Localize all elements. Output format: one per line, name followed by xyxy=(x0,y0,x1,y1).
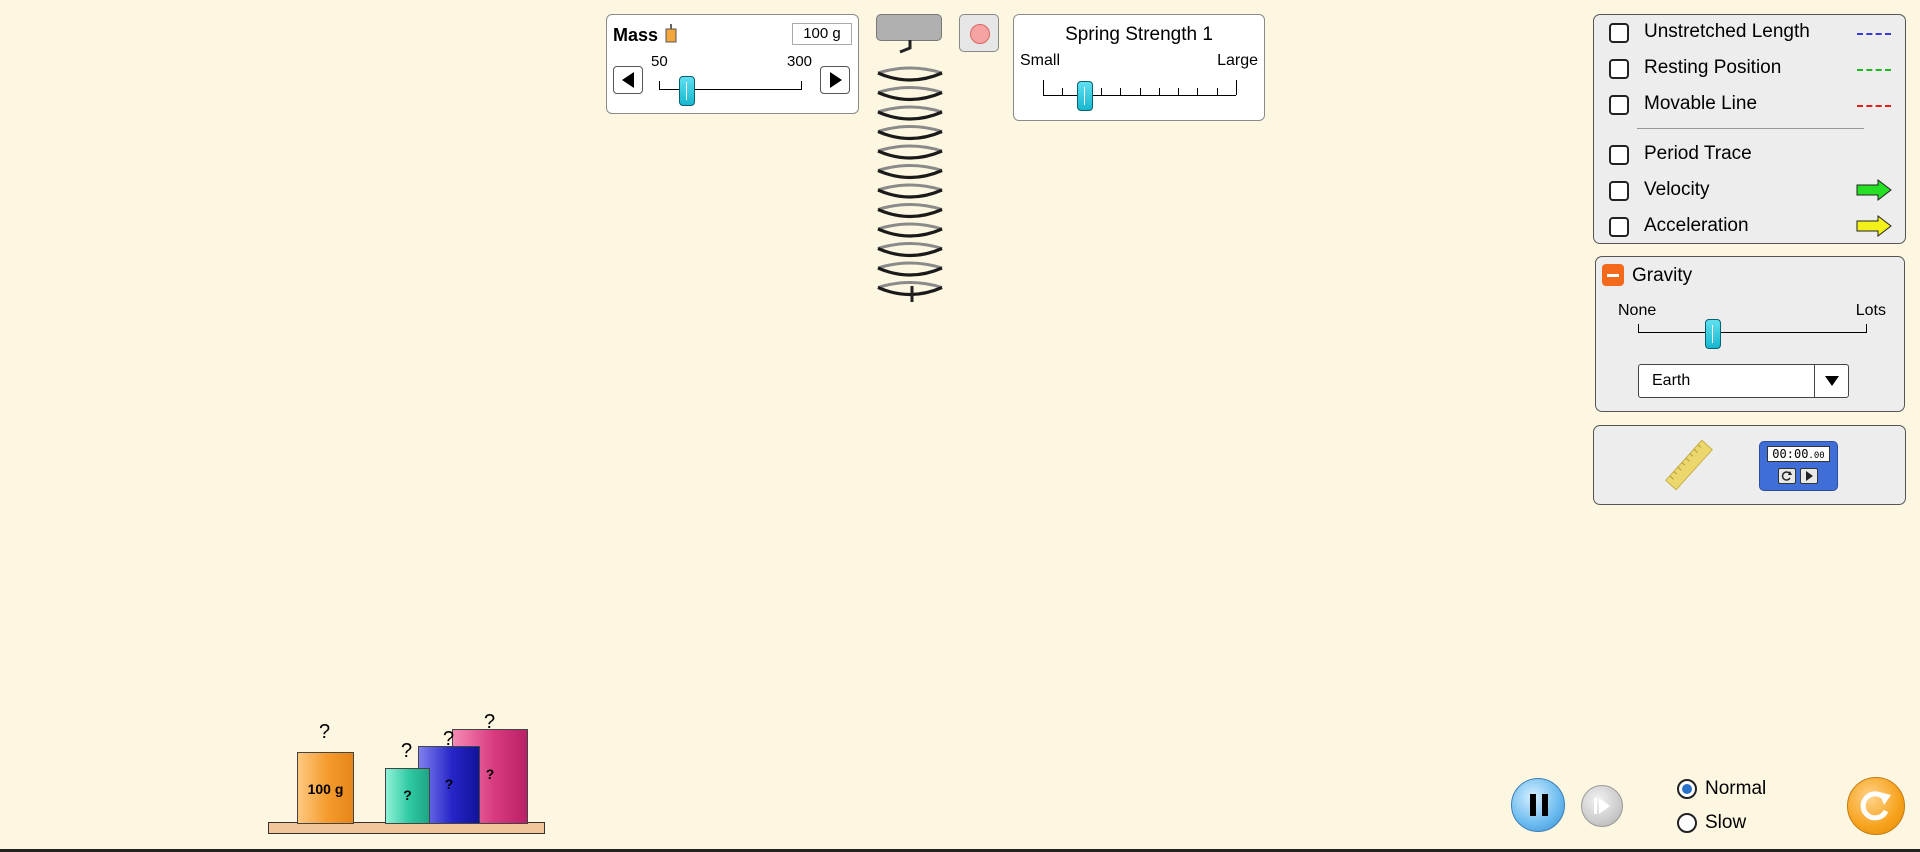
speed-slow-label: Slow xyxy=(1705,812,1747,833)
velocity-label: Velocity xyxy=(1644,179,1710,200)
stop-icon xyxy=(970,24,990,44)
weight-100g[interactable] xyxy=(297,721,354,824)
spring-coil-back xyxy=(878,263,942,268)
stopwatch-reset-button[interactable] xyxy=(1778,468,1796,484)
spring-slider-ticks xyxy=(1043,80,1236,94)
spring-coil-back xyxy=(878,68,942,73)
spring-coil-back xyxy=(878,166,942,171)
spring xyxy=(870,40,950,310)
mass-decrement-button[interactable] xyxy=(613,66,643,94)
gravity-collapse-button[interactable] xyxy=(1602,264,1624,286)
unstretched-length-line-icon xyxy=(1857,33,1891,35)
spring-slider-tick xyxy=(1062,88,1063,95)
acceleration-label: Acceleration xyxy=(1644,215,1749,236)
resting-position-line-icon xyxy=(1857,69,1891,71)
spring-coil-back xyxy=(878,244,942,249)
weight-green-label: ? xyxy=(403,787,412,803)
spring-slider-tick xyxy=(1217,88,1218,95)
mass-increment-button[interactable] xyxy=(820,66,850,94)
spring-small-label: Small xyxy=(1020,52,1061,69)
gravity-lots-label: Lots xyxy=(1855,302,1886,319)
step-forward-icon xyxy=(1582,786,1622,826)
spring-strength-title: Spring Strength 1 xyxy=(1065,24,1213,45)
mass-slider-tick-left xyxy=(659,81,660,90)
resting-position-checkbox[interactable] xyxy=(1609,59,1629,79)
gravity-none-label: None xyxy=(1618,302,1657,319)
spring-slider-tick xyxy=(1236,80,1237,95)
mass-slider-thumb[interactable] xyxy=(679,76,695,106)
spring-coil-back xyxy=(878,283,942,288)
planet-selected-value: Earth xyxy=(1652,372,1691,389)
spring-coil-front xyxy=(878,268,942,275)
options-divider xyxy=(1637,128,1864,129)
gravity-slider-tick-right xyxy=(1866,324,1867,333)
left-arrow-icon xyxy=(614,67,642,93)
tools-panel xyxy=(1593,425,1906,505)
weight-unknown-green[interactable] xyxy=(385,740,430,824)
weight-hook-icon: ? xyxy=(401,740,413,762)
gravity-title: Gravity xyxy=(1632,265,1693,286)
spring-coil-front xyxy=(878,190,942,197)
spring-slider-tick xyxy=(1178,88,1179,95)
movable-line-label: Movable Line xyxy=(1644,93,1758,114)
pause-icon xyxy=(1530,794,1548,816)
spring-coil-back xyxy=(878,146,942,151)
spring-slider-tick xyxy=(1159,88,1160,95)
spring-slider-tick xyxy=(1197,88,1198,95)
unstretched-length-label: Unstretched Length xyxy=(1644,21,1810,42)
spring-slider-tick xyxy=(1140,88,1141,95)
weight-pink-label: ? xyxy=(485,766,495,782)
spring-slider-tick xyxy=(1120,88,1121,95)
spring-coil-front xyxy=(878,151,942,158)
mass-title: Mass xyxy=(613,25,659,45)
unstretched-length-checkbox[interactable] xyxy=(1609,23,1629,43)
speed-normal-label: Normal xyxy=(1705,778,1767,799)
spring-coil-front xyxy=(878,73,942,80)
spring-coil-front xyxy=(878,288,942,295)
period-trace-checkbox[interactable] xyxy=(1609,145,1629,165)
weight-100g-label: 100 g xyxy=(307,781,344,797)
stop-button[interactable] xyxy=(959,14,999,52)
options-panel xyxy=(1593,14,1906,244)
reset-icon xyxy=(1779,469,1795,483)
stopwatch-play-button[interactable] xyxy=(1800,468,1818,484)
minus-icon xyxy=(1607,274,1619,277)
reset-all-button[interactable] xyxy=(1847,777,1905,835)
spring-coil-back xyxy=(878,127,942,132)
movable-line-icon xyxy=(1857,105,1891,107)
speed-normal-radio[interactable] xyxy=(1677,779,1697,799)
mass-panel xyxy=(606,14,859,114)
acceleration-checkbox[interactable] xyxy=(1609,217,1629,237)
mass-weight-icon xyxy=(665,23,677,43)
stopwatch-time: 00:00 xyxy=(1772,447,1809,461)
radio-selected-dot xyxy=(1682,784,1692,794)
spring-coil-back xyxy=(878,224,942,229)
stopwatch-display xyxy=(1767,446,1830,462)
spring-coil-front xyxy=(878,132,942,139)
spring-coil-back xyxy=(878,205,942,210)
spring-slider-tick xyxy=(1101,88,1102,95)
play-icon xyxy=(1801,469,1817,483)
weight-hook-icon: ? xyxy=(443,728,455,750)
spring-coil-front xyxy=(878,210,942,217)
weight-blue-label: ? xyxy=(444,776,454,792)
weight-hook-icon: ? xyxy=(319,721,331,743)
spring-strength-panel xyxy=(1013,14,1265,121)
dropdown-divider xyxy=(1814,365,1815,397)
acceleration-arrow-icon xyxy=(1856,215,1892,237)
spring-slider-thumb[interactable] xyxy=(1077,81,1093,111)
stopwatch-hundredths: .00 xyxy=(1808,451,1825,461)
spring-hanger xyxy=(876,14,942,41)
speed-slow-radio[interactable] xyxy=(1677,813,1697,833)
resting-position-label: Resting Position xyxy=(1644,57,1782,78)
mass-value-field[interactable] xyxy=(792,23,852,45)
spring-coil-front xyxy=(878,229,942,236)
spring-coil-front xyxy=(878,112,942,119)
spring-large-label: Large xyxy=(1217,52,1258,69)
pause-button[interactable] xyxy=(1511,778,1565,832)
spring-coil-front xyxy=(878,249,942,256)
weight-hook-icon: ? xyxy=(484,711,496,733)
stopwatch[interactable] xyxy=(1759,441,1838,491)
mass-value: 100 g xyxy=(803,25,841,42)
spring-slider-track[interactable] xyxy=(1043,95,1236,96)
reset-icon xyxy=(1848,778,1904,834)
gravity-panel xyxy=(1595,256,1905,412)
ruler-icon[interactable] xyxy=(1659,434,1719,496)
spring-slider-tick xyxy=(1043,80,1044,95)
gravity-slider-tick-left xyxy=(1638,324,1639,333)
spring-coil-back xyxy=(878,107,942,112)
chevron-down-icon xyxy=(1823,374,1841,388)
gravity-slider-thumb[interactable] xyxy=(1705,319,1721,349)
mass-min-label: 50 xyxy=(651,53,668,70)
velocity-checkbox[interactable] xyxy=(1609,181,1629,201)
right-arrow-icon xyxy=(821,67,849,93)
velocity-arrow-icon xyxy=(1856,179,1892,201)
mass-slider-tick-right xyxy=(801,81,802,90)
step-button[interactable] xyxy=(1581,785,1623,827)
spring-coil-back xyxy=(878,88,942,93)
movable-line-checkbox[interactable] xyxy=(1609,95,1629,115)
spring-coil-front xyxy=(878,171,942,178)
period-trace-label: Period Trace xyxy=(1644,143,1752,164)
planet-dropdown[interactable] xyxy=(1638,364,1849,398)
mass-max-label: 300 xyxy=(787,53,813,70)
spring-coil-back xyxy=(878,185,942,190)
gravity-slider-track[interactable] xyxy=(1638,332,1866,333)
spring-coil-front xyxy=(878,93,942,100)
